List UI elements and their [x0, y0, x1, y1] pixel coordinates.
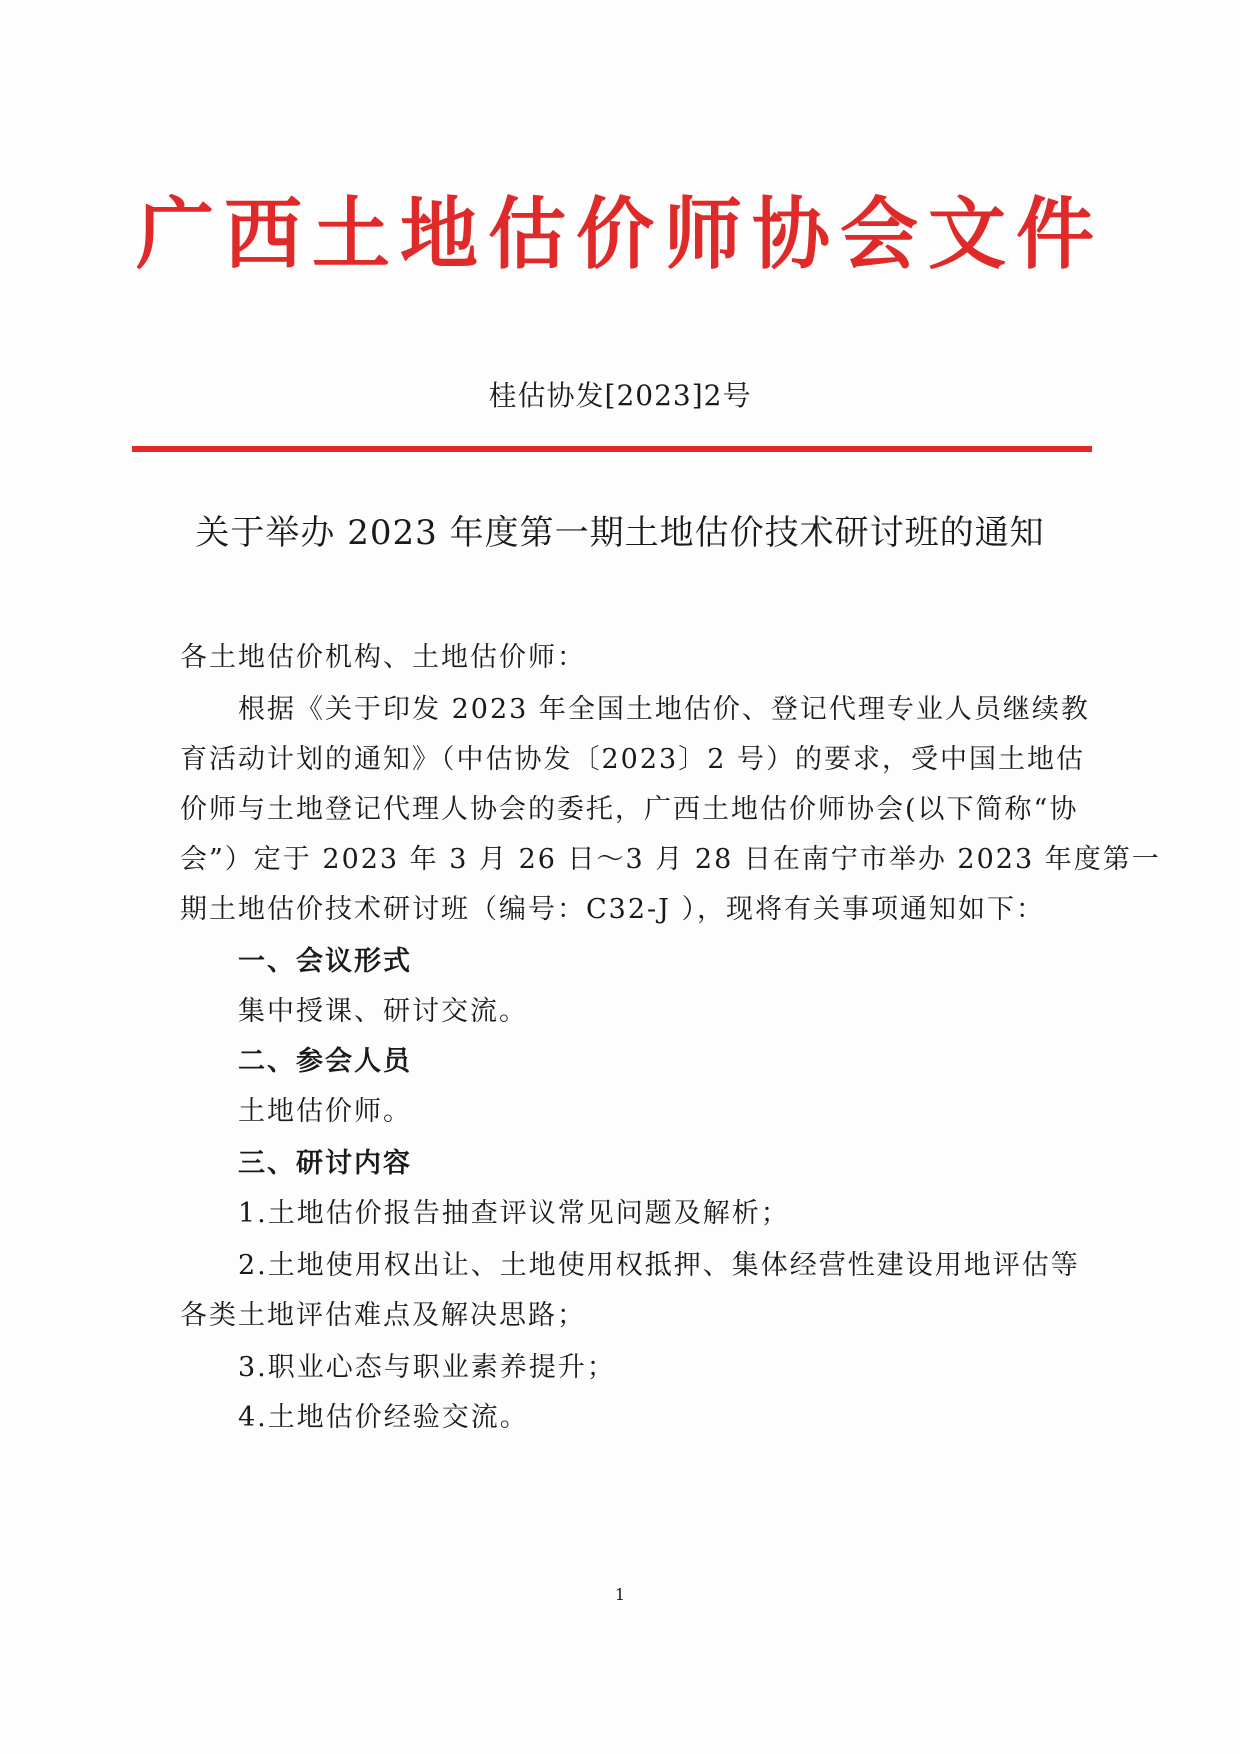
list-item: 1.土地估价报告抽查评议常见问题及解析； [238, 1198, 790, 1229]
intro-line: 会”）定于 2023 年 3 月 26 日～3 月 28 日在南宁市举办 2023 年度第一 [180, 844, 1161, 875]
intro-line: 价师与土地登记代理人协会的委托，广西土地估价师协会(以下简称“协 [180, 794, 1079, 825]
page-number: 1 [614, 1585, 626, 1604]
list-item: 3.职业心态与职业素养提升； [238, 1352, 616, 1383]
section-heading: 一、会议形式 [238, 946, 412, 977]
list-item: 4.土地估价经验交流。 [238, 1402, 529, 1433]
document-number: 桂估协发[2023]2号 [488, 379, 752, 412]
red-divider [132, 446, 1092, 452]
list-item: 各类土地评估难点及解决思路； [180, 1300, 586, 1331]
list-item: 2.土地使用权出让、土地使用权抵押、集体经营性建设用地评估等 [238, 1250, 1080, 1281]
masthead-title: 广西土地估价师协会文件 [135, 189, 1104, 280]
section-heading: 三、研讨内容 [238, 1148, 412, 1179]
section-text: 集中授课、研讨交流。 [238, 996, 528, 1027]
notice-title: 关于举办 2023 年度第一期土地估价技术研讨班的通知 [195, 513, 1045, 553]
intro-line: 根据《关于印发 2023 年全国土地估价、登记代理专业人员继续教 [238, 694, 1090, 725]
intro-line: 期土地估价技术研讨班（编号：C32-J ），现将有关事项通知如下： [180, 894, 1046, 925]
section-heading: 二、参会人员 [238, 1046, 412, 1077]
addressee: 各土地估价机构、土地估价师： [180, 642, 586, 673]
intro-line: 育活动计划的通知》（中估协发〔2023〕2 号）的要求，受中国土地估 [180, 744, 1085, 775]
section-text: 土地估价师。 [238, 1096, 412, 1127]
